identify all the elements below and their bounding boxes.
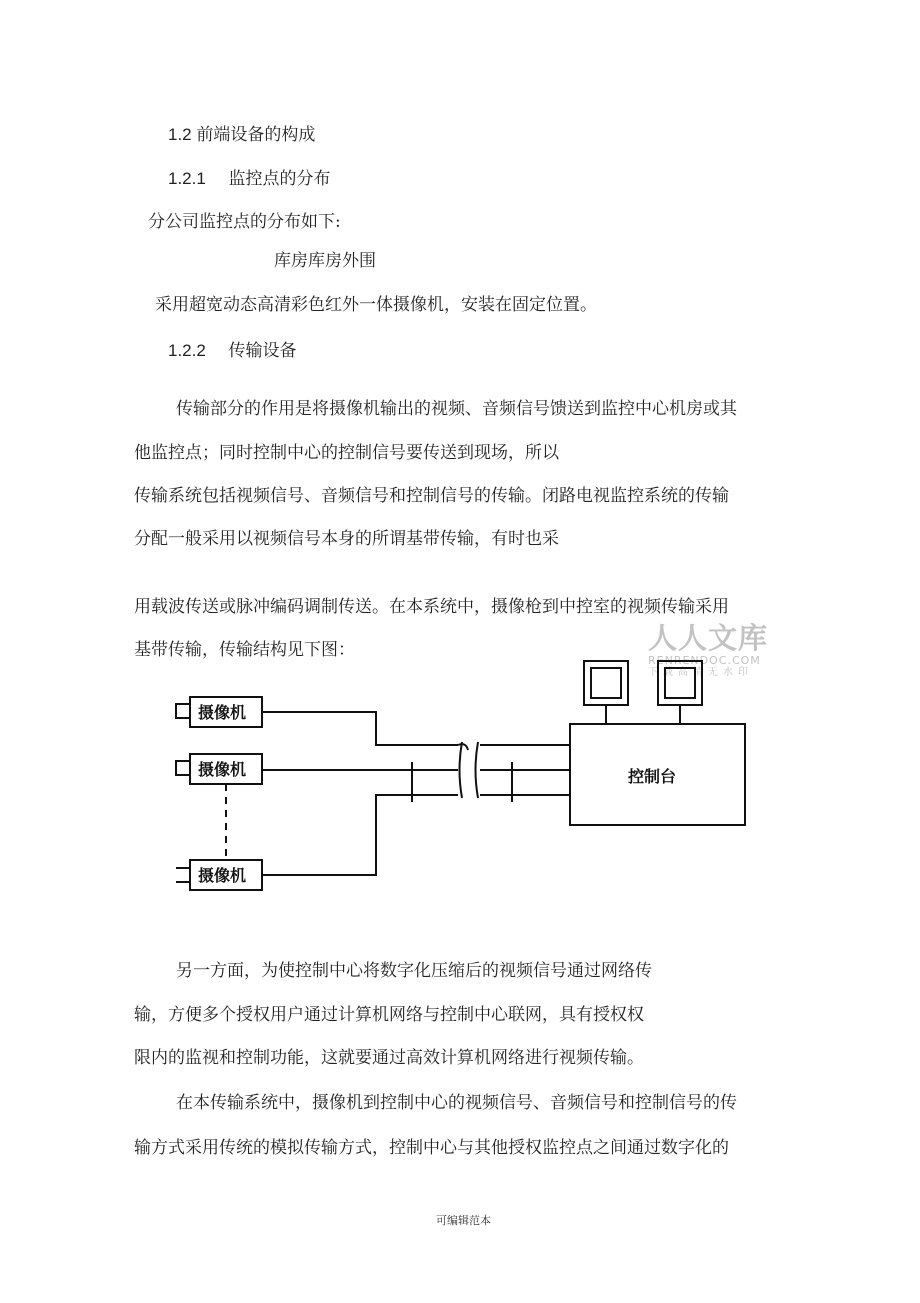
paragraph-line: 输，方便多个授权用户通过计算机网络与控制中心联网，具有授权权 xyxy=(134,1005,644,1025)
break-mark xyxy=(458,744,468,750)
break-mark xyxy=(476,742,479,798)
monitor-inner-2 xyxy=(665,668,695,698)
paragraph-line: 他监控点；同时控制中心的控制信号要传送到现场，所以 xyxy=(134,443,559,463)
paragraph-line: 分配一般采用以视频信号本身的所谓基带传输，有时也采 xyxy=(134,529,559,549)
break-mark xyxy=(460,742,463,798)
signal-line-3 xyxy=(262,795,458,875)
camera-lens xyxy=(176,761,190,775)
watermark-logo: 人人文库 RENRENDOC.COM 下载高清无水印 xyxy=(648,621,769,678)
paragraph-line: 在本传输系统中，摄像机到控制中心的视频信号、音频信号和控制信号的传 xyxy=(176,1093,737,1113)
console-label: 控制台 xyxy=(628,767,677,786)
subsection-heading-1: 1.2.1 监控点的分布 xyxy=(168,169,331,188)
paragraph-line: 传输部分的作用是将摄像机输出的视频、音频信号馈送到监控中心机房或其 xyxy=(176,399,737,419)
camera-lens xyxy=(176,704,190,718)
page-footer: 可编辑范本 xyxy=(436,1214,491,1227)
paragraph-line: 基带传输，传输结构见下图： xyxy=(134,640,355,660)
body-line: 分公司监控点的分布如下: xyxy=(148,212,341,232)
body-line: 库房库房外围 xyxy=(274,251,376,271)
section-heading: 1.2 前端设备的构成 xyxy=(168,125,316,144)
subsection-heading-2: 1.2.2 传输设备 xyxy=(168,341,297,360)
monitor-inner-1 xyxy=(591,668,621,698)
camera-label-2: 摄像机 xyxy=(198,760,247,779)
camera-label-3: 摄像机 xyxy=(198,866,247,885)
signal-line-1 xyxy=(262,712,458,745)
paragraph-line: 用载波传送或脉冲编码调制传送。在本系统中，摄像枪到中控室的视频传输采用 xyxy=(134,597,729,617)
paragraph-line: 输方式采用传统的模拟传输方式，控制中心与其他授权监控点之间通过数字化的 xyxy=(134,1138,729,1158)
body-line: 采用超宽动态高清彩色红外一体摄像机，安装在固定位置。 xyxy=(155,295,597,315)
paragraph-line: 传输系统包括视频信号、音频信号和控制信号的传输。闭路电视监控系统的传输 xyxy=(134,486,729,506)
paragraph-line: 另一方面，为使控制中心将数字化压缩后的视频信号通过网络传 xyxy=(176,961,652,981)
paragraph-line: 限内的监视和控制功能，这就要通过高效计算机网络进行视频传输。 xyxy=(134,1048,644,1068)
camera-label-1: 摄像机 xyxy=(198,703,247,722)
